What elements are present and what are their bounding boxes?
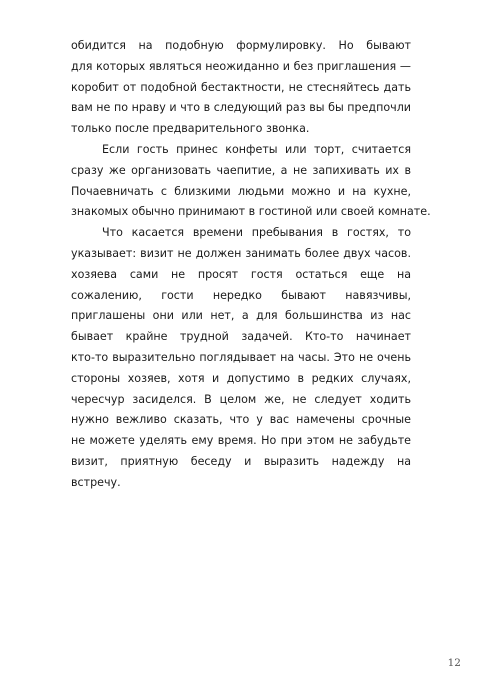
text-line: бывает крайне трудной задачей. Кто-то начинает [71,330,411,344]
text-line: знакомых обычно принимают в гостиной или своей комнате. [71,205,431,219]
text-line: коробит от подобной бестактности, не стесняйтесь дать [71,80,411,94]
text-line: визит, приятную беседу и выразить надежду на [71,454,411,468]
text-line: кто-то выразительно поглядывает на часы. Это не очень [71,350,411,364]
text-line: сразу же организовать чаепитие, а не запихивать их в [71,163,411,177]
text-line: только после предварительного звонка. [71,122,310,136]
paragraph-1 [71,36,411,140]
paragraph-2 [71,140,431,223]
page-number: 12 [447,657,461,669]
text-line: для которых являться неожиданно и без приглашения — [71,59,411,73]
text-line: встречу. [71,475,121,489]
text-line: нужно вежливо сказать, что у вас намечены срочные [71,413,411,427]
text-line: указывает: визит не должен занимать более двух часов. [71,246,411,260]
text-line: чересчур засиделся. В целом же, не следует ходить [71,392,411,406]
text-line: сожалению, гости нередко бывают навязчивы, [71,288,411,302]
text-line: вам не по нраву и что в следующий раз вы бы предпочли [71,101,411,115]
text-line: стороны хозяев, хотя и допустимо в редких случаях, [71,371,411,385]
text-line: Что касается времени пребывания в гостях, то [102,226,411,240]
text-line: Почаевничать с близкими людьми можно и на кухне, [71,184,411,198]
text-line: хозяева сами не просят гостя остаться еще на [71,267,411,281]
text-line: не можете уделять ему время. Но при этом не забудьте [71,434,411,448]
body-text [71,36,431,494]
text-line: Если гость принес конфеты или торт, считается [102,142,411,156]
text-line: приглашены они или нет, а для большинства из нас [71,309,411,323]
text-line: обидится на подобную формулировку. Но бывают [71,39,411,52]
paragraph-3 [71,223,411,493]
